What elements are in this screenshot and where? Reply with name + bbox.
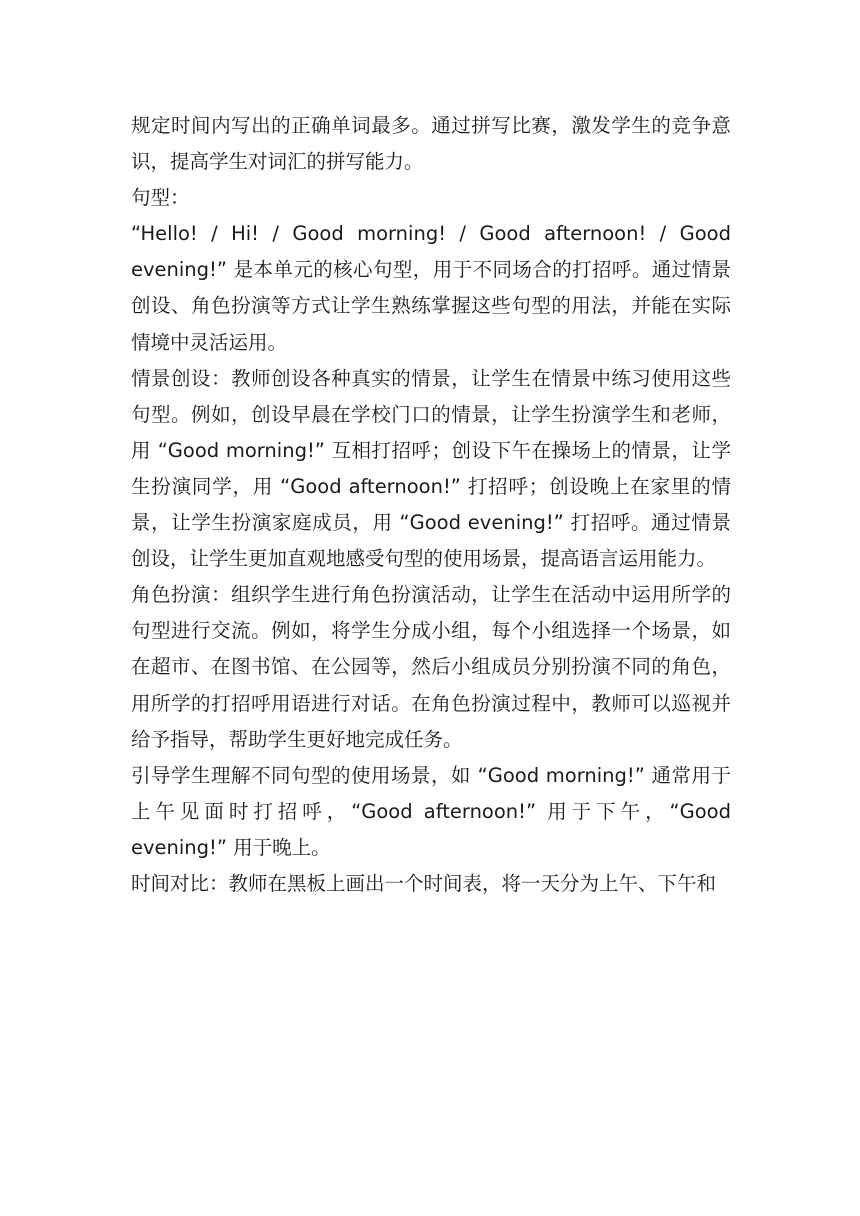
paragraph-sentence-heading: 句型：	[131, 186, 190, 210]
paragraph-role-play: 角色扮演：组织学生进行角色扮演活动，让学生在活动中运用所学的句型进行交流。例如，将学生分成小组，每个小组选择一个场景，如在超市、在图书馆、在公园等，然后小组成员分别扮演不同的角色，用所学的打招呼用语进行对话。在角色扮演过程中，教师可以巡视并给予指导，帮助学生更好地完成任务。	[131, 583, 731, 751]
paragraph-usage-scenes: 引导学生理解不同句型的使用场景，如 “Good morning!” 通常用于上午见面时打招呼，“Good afternoon!” 用于下午，“Good evening!” 用于晚上。	[131, 763, 731, 859]
paragraph-spelling-contest: 规定时间内写出的正确单词最多。通过拼写比赛，激发学生的竞争意识，提高学生对词汇的拼写能力。	[131, 114, 731, 174]
document-body	[131, 108, 731, 902]
paragraph-time-comparison: 时间对比：教师在黑板上画出一个时间表，将一天分为上午、下午和	[131, 871, 717, 895]
paragraph-core-sentences: “Hello! / Hi! / Good morning! / Good afternoon! / Good evening!” 是本单元的核心句型，用于不同场合的打招呼。通过情景创设、角色扮演等方式让学生熟练掌握这些句型的用法，并能在实际情境中灵活运用。	[131, 222, 731, 354]
paragraph-scenario-creation: 情景创设：教师创设各种真实的情景，让学生在情景中练习使用这些句型。例如，创设早晨在学校门口的情景，让学生扮演学生和老师，用 “Good morning!” 互相打招呼；创设下午在操场上的情景，让学生扮演同学，用 “Good afternoon!” 打招呼；创设晚上在家里的情景，让学生扮演家庭成员，用 “Good evening!” 打招呼。通过情景创设，让学生更加直观地感受句型的使用场景，提高语言运用能力。	[131, 366, 731, 571]
